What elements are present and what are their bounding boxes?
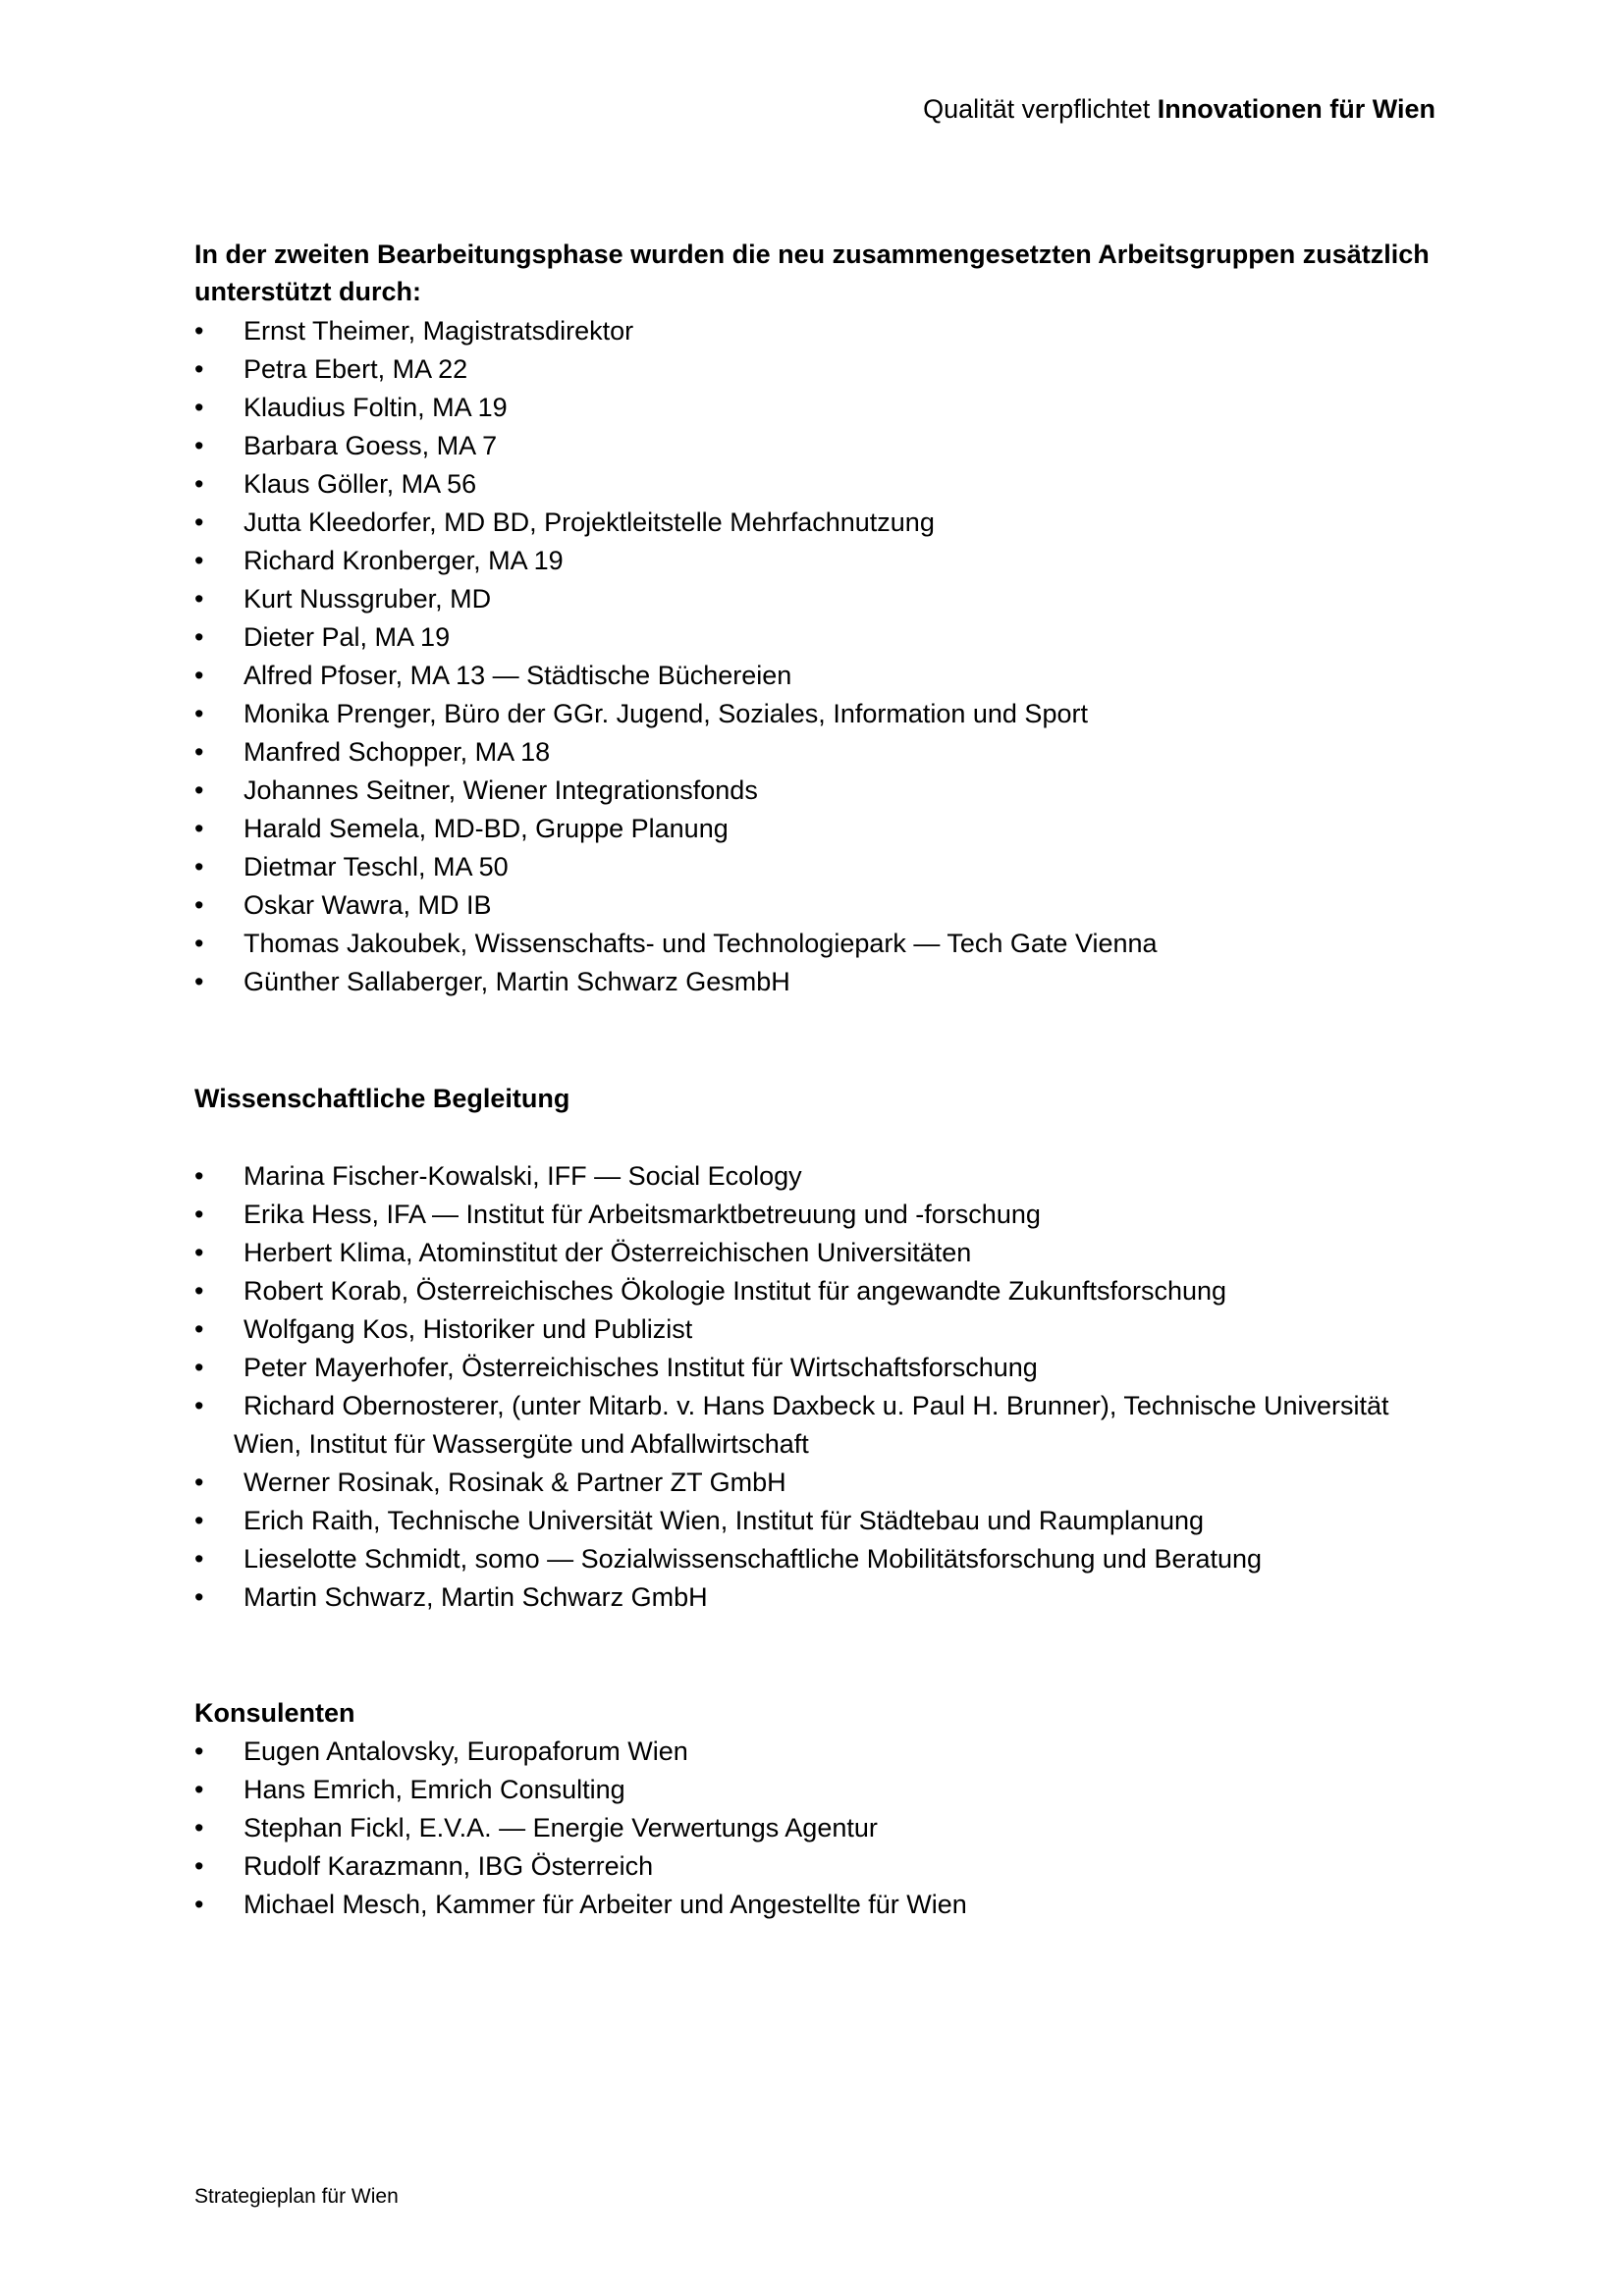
- consultants-list: [194, 1733, 1436, 1924]
- list-item-text: Harald Semela, MD-BD, Gruppe Planung: [243, 814, 729, 843]
- intro-paragraph: In der zweiten Bearbeitungsphase wurden die neu zusammengesetzten Arbeitsgruppen zusätzlich unterstützt durch:: [194, 240, 1430, 306]
- list-item-text: Dieter Pal, MA 19: [243, 622, 451, 652]
- list-item: [194, 312, 1436, 350]
- list-item: [194, 1540, 1436, 1578]
- bullet-icon: •: [194, 814, 204, 843]
- list-item-text: Eugen Antalovsky, Europaforum Wien: [243, 1736, 688, 1766]
- list-item: [194, 618, 1436, 657]
- list-item-text: Petra Ebert, MA 22: [243, 354, 468, 384]
- list-item: [194, 1771, 1436, 1809]
- list-item: [194, 848, 1436, 886]
- bullet-icon: •: [194, 1582, 204, 1612]
- page-header: [923, 94, 1435, 125]
- list-item: [194, 657, 1436, 695]
- bullet-icon: •: [194, 661, 204, 690]
- bullet-icon: •: [194, 737, 204, 767]
- list-item-text: Kurt Nussgruber, MD: [243, 584, 492, 614]
- scientific-list: [194, 1157, 1436, 1617]
- bullet-icon: •: [194, 584, 204, 614]
- list-item-text: Marina Fischer-Kowalski, IFF — Social Ecology: [243, 1161, 802, 1191]
- list-item-text: Werner Rosinak, Rosinak & Partner ZT GmbH: [243, 1468, 786, 1497]
- list-item-text: Thomas Jakoubek, Wissenschafts- und Technologiepark — Tech Gate Vienna: [243, 929, 1158, 958]
- list-item: [194, 1196, 1436, 1234]
- list-item-text: Richard Kronberger, MA 19: [243, 546, 564, 575]
- list-item-text: Stephan Fickl, E.V.A. — Energie Verwertungs Agentur: [243, 1813, 878, 1842]
- list-item: [194, 925, 1436, 963]
- list-item-text: Klaus Göller, MA 56: [243, 469, 477, 499]
- list-item: [194, 465, 1436, 504]
- bullet-icon: •: [194, 775, 204, 805]
- list-item: [194, 772, 1436, 810]
- list-item: [194, 1464, 1436, 1502]
- list-item-text: Herbert Klima, Atominstitut der Österreichischen Universitäten: [243, 1238, 972, 1267]
- list-item: [194, 389, 1436, 427]
- list-item: [194, 695, 1436, 733]
- bullet-icon: •: [194, 1353, 204, 1382]
- list-item-text: Robert Korab, Österreichisches Ökologie Institut für angewandte Zukunftsforschung: [243, 1276, 1227, 1306]
- list-item: [194, 886, 1436, 925]
- bullet-icon: •: [194, 1506, 204, 1535]
- list-item-text: Erika Hess, IFA — Institut für Arbeitsmarktbetreuung und -forschung: [243, 1200, 1041, 1229]
- list-item: [194, 733, 1436, 772]
- list-item-text: Jutta Kleedorfer, MD BD, Projektleitstelle Mehrfachnutzung: [243, 507, 935, 537]
- list-item-text: Alfred Pfoser, MA 13 — Städtische Büchereien: [243, 661, 792, 690]
- list-item-text: Ernst Theimer, Magistratsdirektor: [243, 316, 634, 346]
- list-item: [194, 504, 1436, 542]
- bullet-icon: •: [194, 1276, 204, 1306]
- list-item-text: Michael Mesch, Kammer für Arbeiter und Angestellte für Wien: [243, 1890, 967, 1919]
- bullet-icon: •: [194, 1391, 204, 1420]
- list-item-text: Erich Raith, Technische Universität Wien, Institut für Städtebau und Raumplanung: [243, 1506, 1205, 1535]
- list-item: [194, 350, 1436, 389]
- bullet-icon: •: [194, 1314, 204, 1344]
- list-item: [194, 1272, 1436, 1310]
- bullet-icon: •: [194, 1890, 204, 1919]
- list-item: [194, 1349, 1436, 1387]
- bullet-icon: •: [194, 622, 204, 652]
- list-item: [194, 1733, 1436, 1771]
- list-item: [194, 810, 1436, 848]
- bullet-icon: •: [194, 1813, 204, 1842]
- bullet-icon: •: [194, 1736, 204, 1766]
- list-item: [194, 1157, 1436, 1196]
- bullet-icon: •: [194, 1161, 204, 1191]
- list-item: [194, 1234, 1436, 1272]
- page-footer: Strategieplan für Wien: [194, 2185, 399, 2208]
- list-item: [194, 1847, 1436, 1886]
- list-item-text: Johannes Seitner, Wiener Integrationsfonds: [243, 775, 758, 805]
- section-heading-consultants: Konsulenten: [194, 1698, 355, 1728]
- header-title: Innovationen für Wien: [1157, 94, 1435, 124]
- list-item-text: Oskar Wawra, MD IB: [243, 890, 492, 920]
- list-item-text-continued: Wien, Institut für Wassergüte und Abfallwirtschaft: [234, 1429, 809, 1459]
- list-item-text: Monika Prenger, Büro der GGr. Jugend, Soziales, Information und Sport: [243, 699, 1088, 728]
- list-item: [194, 963, 1436, 1001]
- bullet-icon: •: [194, 1468, 204, 1497]
- list-item-text: Hans Emrich, Emrich Consulting: [243, 1775, 625, 1804]
- bullet-icon: •: [194, 316, 204, 346]
- list-item: [194, 1387, 1436, 1464]
- bullet-icon: •: [194, 1544, 204, 1574]
- bullet-icon: •: [194, 546, 204, 575]
- bullet-icon: •: [194, 890, 204, 920]
- list-item-text: Richard Obernosterer, (unter Mitarb. v. Hans Daxbeck u. Paul H. Brunner), Technische Universität: [243, 1391, 1389, 1420]
- list-item-text: Wolfgang Kos, Historiker und Publizist: [243, 1314, 693, 1344]
- bullet-icon: •: [194, 1238, 204, 1267]
- bullet-icon: •: [194, 852, 204, 881]
- list-item-text: Barbara Goess, MA 7: [243, 431, 498, 460]
- list-item-text: Klaudius Foltin, MA 19: [243, 393, 508, 422]
- header-text: Qualität verpflichtet: [923, 94, 1151, 124]
- bullet-icon: •: [194, 929, 204, 958]
- bullet-icon: •: [194, 393, 204, 422]
- list-item: [194, 1809, 1436, 1847]
- list-item: [194, 1310, 1436, 1349]
- bullet-icon: •: [194, 507, 204, 537]
- list-item-text: Günther Sallaberger, Martin Schwarz GesmbH: [243, 967, 790, 996]
- bullet-icon: •: [194, 699, 204, 728]
- bullet-icon: •: [194, 354, 204, 384]
- list-item-text: Lieselotte Schmidt, somo — Sozialwissenschaftliche Mobilitätsforschung und Beratung: [243, 1544, 1263, 1574]
- bullet-icon: •: [194, 431, 204, 460]
- list-item: [194, 580, 1436, 618]
- list-item: [194, 1502, 1436, 1540]
- list-item: [194, 1578, 1436, 1617]
- bullet-icon: •: [194, 967, 204, 996]
- list-item-text: Martin Schwarz, Martin Schwarz GmbH: [243, 1582, 708, 1612]
- list-item: [194, 1886, 1436, 1924]
- support-list: [194, 312, 1436, 1001]
- bullet-icon: •: [194, 469, 204, 499]
- bullet-icon: •: [194, 1851, 204, 1881]
- list-item-text: Dietmar Teschl, MA 50: [243, 852, 509, 881]
- list-item-text: Rudolf Karazmann, IBG Österreich: [243, 1851, 654, 1881]
- bullet-icon: •: [194, 1200, 204, 1229]
- section-heading-scientific: Wissenschaftliche Begleitung: [194, 1084, 570, 1113]
- list-item: [194, 542, 1436, 580]
- list-item-text: Peter Mayerhofer, Österreichisches Institut für Wirtschaftsforschung: [243, 1353, 1038, 1382]
- list-item: [194, 427, 1436, 465]
- list-item-text: Manfred Schopper, MA 18: [243, 737, 551, 767]
- bullet-icon: •: [194, 1775, 204, 1804]
